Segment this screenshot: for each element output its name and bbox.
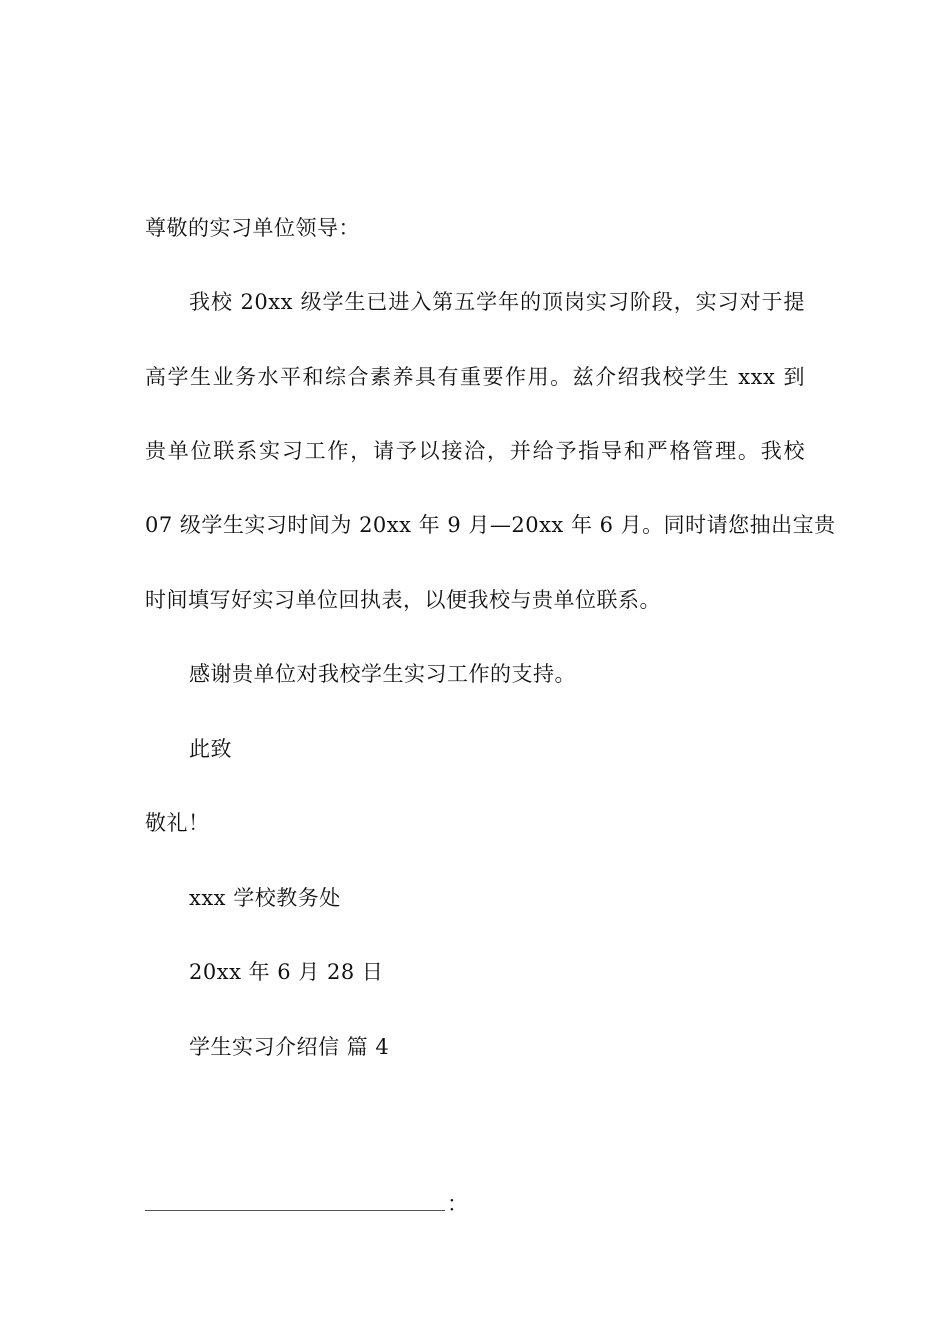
closing-jing-li: 敬礼！ bbox=[145, 811, 210, 835]
recipient-underline bbox=[145, 1210, 445, 1211]
closing-ci-zhi: 此致 bbox=[189, 737, 232, 761]
body-line-1: 我校 20xx 级学生已进入第五学年的顶岗实习阶段，实习对于提 bbox=[189, 290, 805, 314]
recipient-colon: ： bbox=[447, 1192, 468, 1216]
body-line-5: 时间填写好实习单位回执表，以便我校与贵单位联系。 bbox=[145, 588, 661, 612]
recipient-blank bbox=[145, 1190, 468, 1218]
body-line-4: 07 级学生实习时间为 20xx 年 9 月—20xx 年 6 月。同时请您抽出宝贵 bbox=[145, 513, 836, 537]
body-line-2: 高学生业务水平和综合素养具有重要作用。兹介绍我校学生 xxx 到 bbox=[145, 365, 805, 389]
signature: xxx 学校教务处 bbox=[189, 886, 341, 910]
thanks-line: 感谢贵单位对我校学生实习工作的支持。 bbox=[189, 662, 576, 686]
section-title: 学生实习介绍信 篇 4 bbox=[189, 1035, 390, 1059]
salutation: 尊敬的实习单位领导： bbox=[145, 216, 360, 240]
letter-date: 20xx 年 6 月 28 日 bbox=[189, 960, 384, 984]
body-line-3: 贵单位联系实习工作，请予以接洽，并给予指导和严格管理。我校 bbox=[145, 439, 805, 463]
